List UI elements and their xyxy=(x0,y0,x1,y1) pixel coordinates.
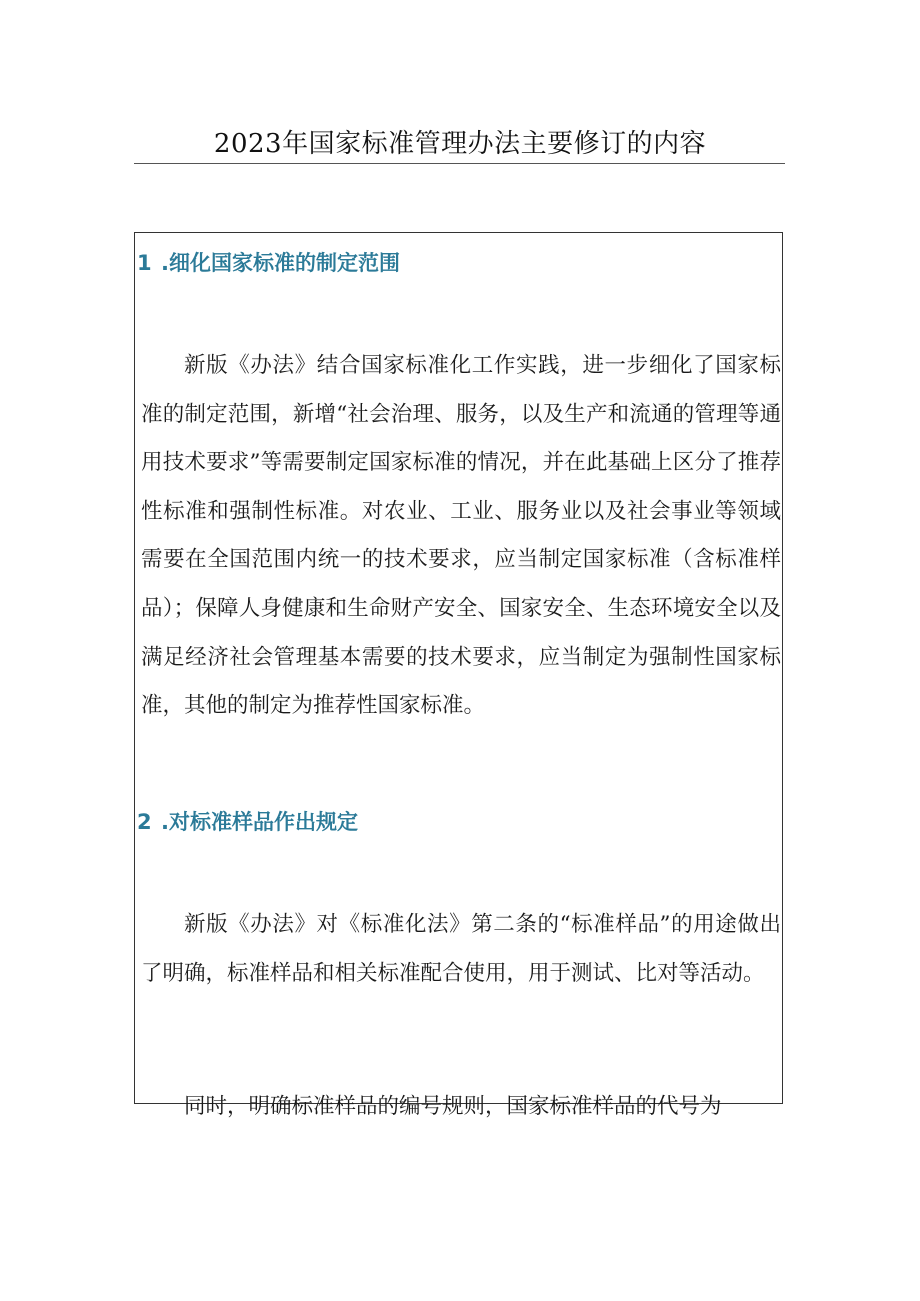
section-number-2: 2 xyxy=(137,810,152,834)
section-2-paragraph-2: 同时，明确标准样品的编号规则，国家标准样品的代号为 xyxy=(184,1094,722,1119)
content-box xyxy=(134,232,783,1119)
section-1-paragraph-1: 新版《办法》结合国家标准化工作实践，进一步细化了国家标准的制定范围，新增“社会治理、服务，以及生产和流通的管理等通用技术要求”等需要制定国家标准的情况，并在此基础上区分了推荐性标准和强制性标准。对农业、工业、服务业以及社会事业等领域需要在全国范围内统一的技术要求，应当制定国家标准（含标准样品）；保障人身健康和生命财产安全、国家安全、生态环境安全以及满足经济社会管理基本需要的技术要求，应当制定为强制性国家标准，其他的制定为推荐性国家标准。 xyxy=(141,353,781,719)
document-title: 2023年国家标准管理办法主要修订的内容 xyxy=(213,129,707,159)
section-title-1: .细化国家标准的制定范围 xyxy=(161,251,400,275)
section-2-paragraph-1: 新版《办法》对《标准化法》第二条的“标准样品”的用途做出了明确，标准样品和相关标准配合使用，用于测试、比对等活动。 xyxy=(141,912,781,986)
section-heading-1 xyxy=(137,248,400,278)
section-title-2: .对标准样品作出规定 xyxy=(161,810,358,834)
section-heading-2 xyxy=(137,807,358,837)
title-underline xyxy=(134,163,785,164)
section-number-1: 1 xyxy=(137,251,152,275)
